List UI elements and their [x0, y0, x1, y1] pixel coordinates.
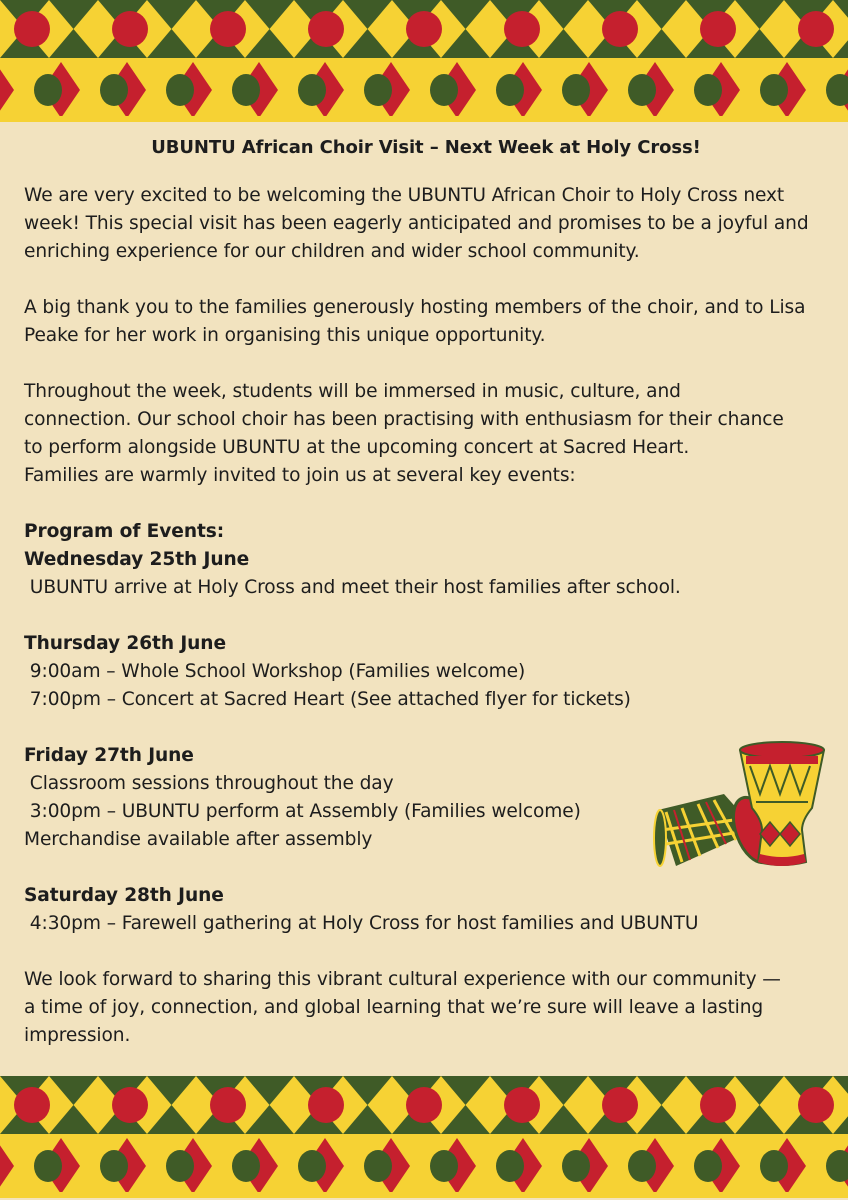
closing-line: a time of joy, connection, and global learning that we’re sure will leave a lasting	[24, 997, 764, 1018]
event-day: Saturday 28th June	[24, 885, 224, 906]
week-line: Families are warmly invited to join us at several key events:	[24, 465, 576, 486]
kente-pattern	[0, 0, 848, 122]
program-heading: Program of Events:	[24, 521, 225, 542]
newsletter-body	[24, 126, 828, 1050]
event-item: 9:00am – Whole School Workshop (Families welcome)	[24, 661, 526, 682]
event-day: Thursday 26th June	[24, 633, 226, 654]
event-item: UBUNTU arrive at Holy Cross and meet their host families after school.	[24, 577, 681, 598]
intro-paragraph: We are very excited to be welcoming the UBUNTU African Choir to Holy Cross next week! This special visit has been eagerly anticipated and promises to be a joyful and enriching experience for our children and wider school community.	[24, 185, 809, 262]
thanks-paragraph: A big thank you to the families generously hosting members of the choir, and to Lisa Peake for her work in organising this unique opportunity.	[24, 297, 806, 346]
event-item: Classroom sessions throughout the day	[24, 773, 394, 794]
djembe-drums-image	[652, 738, 830, 870]
event-day: Wednesday 25th June	[24, 549, 250, 570]
bottom-pattern-border	[0, 1076, 848, 1198]
event-item: 4:30pm – Farewell gathering at Holy Cross for host families and UBUNTU	[24, 913, 699, 934]
week-line: to perform alongside UBUNTU at the upcoming concert at Sacred Heart.	[24, 437, 690, 458]
page-title: UBUNTU African Choir Visit – Next Week at Holy Cross!	[151, 137, 701, 158]
closing-paragraph	[24, 966, 828, 1050]
event-item: 7:00pm – Concert at Sacred Heart (See attached flyer for tickets)	[24, 689, 631, 710]
kente-pattern	[0, 1076, 848, 1200]
closing-line: We look forward to sharing this vibrant cultural experience with our community —	[24, 969, 781, 990]
event-item: 3:00pm – UBUNTU perform at Assembly (Families welcome)	[24, 801, 581, 822]
event-day: Friday 27th June	[24, 745, 194, 766]
program-of-events	[24, 518, 828, 938]
top-pattern-border	[0, 0, 848, 122]
week-line: connection. Our school choir has been practising with enthusiasm for their chance	[24, 409, 784, 430]
closing-line: impression.	[24, 1025, 131, 1046]
week-line: Throughout the week, students will be immersed in music, culture, and	[24, 381, 681, 402]
event-item: Merchandise available after assembly	[24, 829, 373, 850]
week-paragraph	[24, 378, 828, 490]
